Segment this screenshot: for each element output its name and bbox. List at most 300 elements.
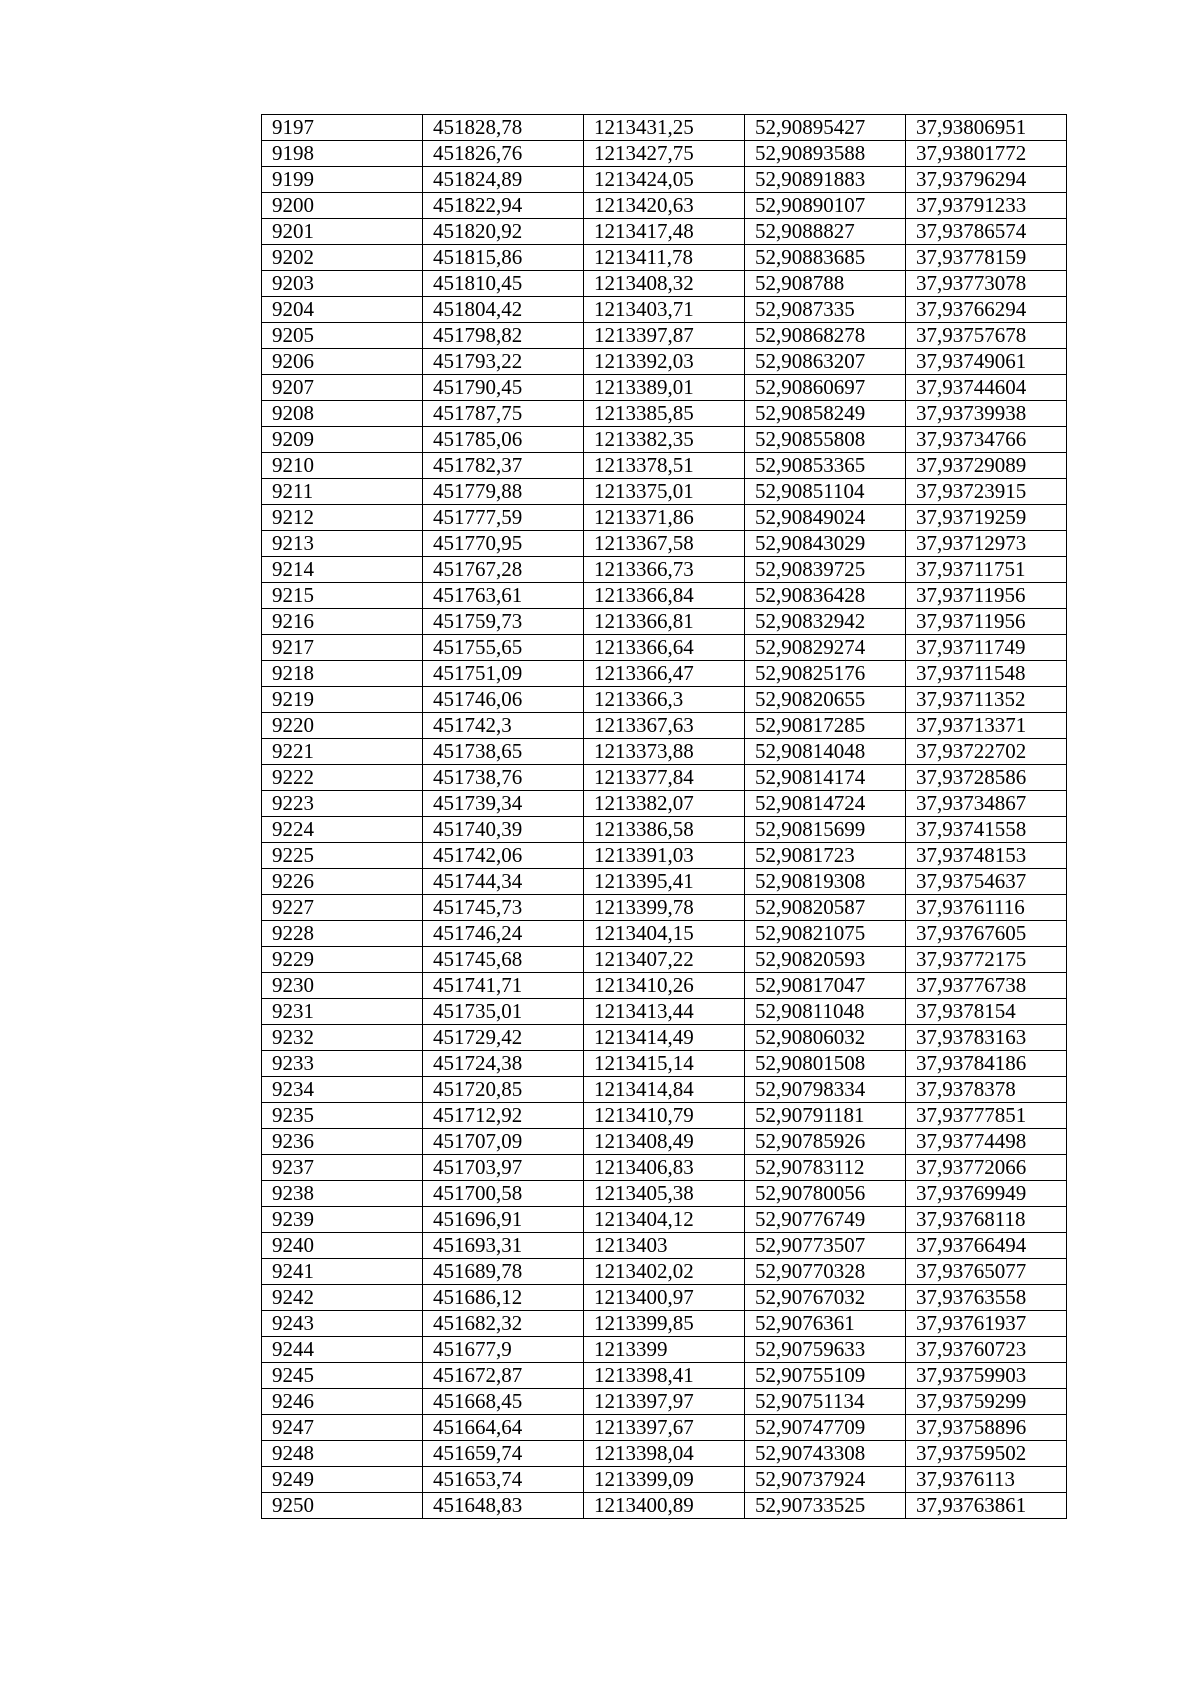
table-row (262, 791, 1067, 817)
y-coordinate-cell: 1213386,58 (584, 817, 745, 843)
y-coordinate-cell: 1213399,78 (584, 895, 745, 921)
point-number-cell: 9232 (262, 1025, 423, 1051)
table-row (262, 167, 1067, 193)
latitude-cell: 52,90819308 (745, 869, 906, 895)
table-row (262, 245, 1067, 271)
y-coordinate-cell: 1213375,01 (584, 479, 745, 505)
longitude-cell: 37,93776738 (906, 973, 1067, 999)
x-coordinate-cell: 451822,94 (423, 193, 584, 219)
latitude-cell: 52,90858249 (745, 401, 906, 427)
point-number-cell: 9249 (262, 1467, 423, 1493)
y-coordinate-cell: 1213398,41 (584, 1363, 745, 1389)
longitude-cell: 37,93757678 (906, 323, 1067, 349)
table-row (262, 1181, 1067, 1207)
latitude-cell: 52,90895427 (745, 115, 906, 141)
x-coordinate-cell: 451659,74 (423, 1441, 584, 1467)
x-coordinate-cell: 451763,61 (423, 583, 584, 609)
x-coordinate-cell: 451824,89 (423, 167, 584, 193)
y-coordinate-cell: 1213389,01 (584, 375, 745, 401)
longitude-cell: 37,93806951 (906, 115, 1067, 141)
y-coordinate-cell: 1213367,63 (584, 713, 745, 739)
latitude-cell: 52,9088827 (745, 219, 906, 245)
longitude-cell: 37,93786574 (906, 219, 1067, 245)
table-row (262, 1285, 1067, 1311)
point-number-cell: 9221 (262, 739, 423, 765)
x-coordinate-cell: 451742,3 (423, 713, 584, 739)
y-coordinate-cell: 1213378,51 (584, 453, 745, 479)
longitude-cell: 37,93796294 (906, 167, 1067, 193)
latitude-cell: 52,90868278 (745, 323, 906, 349)
point-number-cell: 9212 (262, 505, 423, 531)
latitude-cell: 52,90851104 (745, 479, 906, 505)
longitude-cell: 37,93759502 (906, 1441, 1067, 1467)
table-row (262, 349, 1067, 375)
table-row (262, 1337, 1067, 1363)
x-coordinate-cell: 451696,91 (423, 1207, 584, 1233)
x-coordinate-cell: 451693,31 (423, 1233, 584, 1259)
latitude-cell: 52,90817285 (745, 713, 906, 739)
longitude-cell: 37,93765077 (906, 1259, 1067, 1285)
table-row (262, 973, 1067, 999)
x-coordinate-cell: 451724,38 (423, 1051, 584, 1077)
point-number-cell: 9231 (262, 999, 423, 1025)
point-number-cell: 9229 (262, 947, 423, 973)
x-coordinate-cell: 451739,34 (423, 791, 584, 817)
longitude-cell: 37,93729089 (906, 453, 1067, 479)
y-coordinate-cell: 1213415,14 (584, 1051, 745, 1077)
point-number-cell: 9206 (262, 349, 423, 375)
point-number-cell: 9209 (262, 427, 423, 453)
x-coordinate-cell: 451746,24 (423, 921, 584, 947)
y-coordinate-cell: 1213399 (584, 1337, 745, 1363)
table-row (262, 1389, 1067, 1415)
y-coordinate-cell: 1213392,03 (584, 349, 745, 375)
x-coordinate-cell: 451770,95 (423, 531, 584, 557)
point-number-cell: 9223 (262, 791, 423, 817)
point-number-cell: 9240 (262, 1233, 423, 1259)
longitude-cell: 37,93711548 (906, 661, 1067, 687)
y-coordinate-cell: 1213397,87 (584, 323, 745, 349)
y-coordinate-cell: 1213405,38 (584, 1181, 745, 1207)
y-coordinate-cell: 1213366,47 (584, 661, 745, 687)
table-row (262, 713, 1067, 739)
table-row (262, 1025, 1067, 1051)
latitude-cell: 52,90737924 (745, 1467, 906, 1493)
table-row (262, 557, 1067, 583)
longitude-cell: 37,93711956 (906, 609, 1067, 635)
table-row (262, 1155, 1067, 1181)
longitude-cell: 37,9376113 (906, 1467, 1067, 1493)
point-number-cell: 9197 (262, 115, 423, 141)
x-coordinate-cell: 451703,97 (423, 1155, 584, 1181)
table-row (262, 583, 1067, 609)
point-number-cell: 9201 (262, 219, 423, 245)
latitude-cell: 52,90820593 (745, 947, 906, 973)
table-row (262, 1207, 1067, 1233)
point-number-cell: 9225 (262, 843, 423, 869)
latitude-cell: 52,90815699 (745, 817, 906, 843)
x-coordinate-cell: 451804,42 (423, 297, 584, 323)
table-row (262, 1363, 1067, 1389)
point-number-cell: 9203 (262, 271, 423, 297)
table-row (262, 635, 1067, 661)
point-number-cell: 9218 (262, 661, 423, 687)
point-number-cell: 9239 (262, 1207, 423, 1233)
y-coordinate-cell: 1213366,81 (584, 609, 745, 635)
point-number-cell: 9214 (262, 557, 423, 583)
latitude-cell: 52,9087335 (745, 297, 906, 323)
y-coordinate-cell: 1213408,49 (584, 1129, 745, 1155)
x-coordinate-cell: 451785,06 (423, 427, 584, 453)
x-coordinate-cell: 451745,68 (423, 947, 584, 973)
x-coordinate-cell: 451755,65 (423, 635, 584, 661)
y-coordinate-cell: 1213407,22 (584, 947, 745, 973)
point-number-cell: 9205 (262, 323, 423, 349)
x-coordinate-cell: 451689,78 (423, 1259, 584, 1285)
y-coordinate-cell: 1213397,67 (584, 1415, 745, 1441)
longitude-cell: 37,93734867 (906, 791, 1067, 817)
table-row (262, 1441, 1067, 1467)
y-coordinate-cell: 1213410,26 (584, 973, 745, 999)
longitude-cell: 37,93711956 (906, 583, 1067, 609)
latitude-cell: 52,9076361 (745, 1311, 906, 1337)
point-number-cell: 9217 (262, 635, 423, 661)
x-coordinate-cell: 451742,06 (423, 843, 584, 869)
x-coordinate-cell: 451735,01 (423, 999, 584, 1025)
x-coordinate-cell: 451782,37 (423, 453, 584, 479)
longitude-cell: 37,93791233 (906, 193, 1067, 219)
latitude-cell: 52,90891883 (745, 167, 906, 193)
longitude-cell: 37,93744604 (906, 375, 1067, 401)
latitude-cell: 52,90814048 (745, 739, 906, 765)
table-row (262, 1259, 1067, 1285)
y-coordinate-cell: 1213366,84 (584, 583, 745, 609)
latitude-cell: 52,90817047 (745, 973, 906, 999)
longitude-cell: 37,93772175 (906, 947, 1067, 973)
longitude-cell: 37,93723915 (906, 479, 1067, 505)
x-coordinate-cell: 451745,73 (423, 895, 584, 921)
y-coordinate-cell: 1213414,84 (584, 1077, 745, 1103)
latitude-cell: 52,90883685 (745, 245, 906, 271)
latitude-cell: 52,90839725 (745, 557, 906, 583)
y-coordinate-cell: 1213366,64 (584, 635, 745, 661)
latitude-cell: 52,90820655 (745, 687, 906, 713)
x-coordinate-cell: 451668,45 (423, 1389, 584, 1415)
point-number-cell: 9243 (262, 1311, 423, 1337)
y-coordinate-cell: 1213406,83 (584, 1155, 745, 1181)
table-row (262, 1493, 1067, 1519)
x-coordinate-cell: 451787,75 (423, 401, 584, 427)
y-coordinate-cell: 1213371,86 (584, 505, 745, 531)
point-number-cell: 9200 (262, 193, 423, 219)
point-number-cell: 9247 (262, 1415, 423, 1441)
longitude-cell: 37,93711352 (906, 687, 1067, 713)
point-number-cell: 9234 (262, 1077, 423, 1103)
table-row (262, 1467, 1067, 1493)
y-coordinate-cell: 1213366,3 (584, 687, 745, 713)
x-coordinate-cell: 451712,92 (423, 1103, 584, 1129)
x-coordinate-cell: 451686,12 (423, 1285, 584, 1311)
longitude-cell: 37,93784186 (906, 1051, 1067, 1077)
latitude-cell: 52,90836428 (745, 583, 906, 609)
point-number-cell: 9236 (262, 1129, 423, 1155)
y-coordinate-cell: 1213377,84 (584, 765, 745, 791)
table-row (262, 1129, 1067, 1155)
longitude-cell: 37,93739938 (906, 401, 1067, 427)
longitude-cell: 37,93767605 (906, 921, 1067, 947)
coordinates-table (261, 114, 1067, 1519)
x-coordinate-cell: 451746,06 (423, 687, 584, 713)
longitude-cell: 37,93711749 (906, 635, 1067, 661)
y-coordinate-cell: 1213397,97 (584, 1389, 745, 1415)
table-row (262, 193, 1067, 219)
table-row (262, 1051, 1067, 1077)
latitude-cell: 52,90767032 (745, 1285, 906, 1311)
table-row (262, 765, 1067, 791)
table-row (262, 843, 1067, 869)
table-row (262, 271, 1067, 297)
table-row (262, 687, 1067, 713)
latitude-cell: 52,90801508 (745, 1051, 906, 1077)
point-number-cell: 9207 (262, 375, 423, 401)
latitude-cell: 52,90853365 (745, 453, 906, 479)
coordinates-table-body (262, 115, 1067, 1519)
x-coordinate-cell: 451740,39 (423, 817, 584, 843)
longitude-cell: 37,93773078 (906, 271, 1067, 297)
latitude-cell: 52,90849024 (745, 505, 906, 531)
longitude-cell: 37,93769949 (906, 1181, 1067, 1207)
x-coordinate-cell: 451810,45 (423, 271, 584, 297)
x-coordinate-cell: 451672,87 (423, 1363, 584, 1389)
longitude-cell: 37,93778159 (906, 245, 1067, 271)
point-number-cell: 9230 (262, 973, 423, 999)
y-coordinate-cell: 1213414,49 (584, 1025, 745, 1051)
y-coordinate-cell: 1213399,85 (584, 1311, 745, 1337)
table-row (262, 115, 1067, 141)
y-coordinate-cell: 1213413,44 (584, 999, 745, 1025)
longitude-cell: 37,93711751 (906, 557, 1067, 583)
x-coordinate-cell: 451677,9 (423, 1337, 584, 1363)
x-coordinate-cell: 451798,82 (423, 323, 584, 349)
longitude-cell: 37,93766294 (906, 297, 1067, 323)
latitude-cell: 52,90791181 (745, 1103, 906, 1129)
x-coordinate-cell: 451826,76 (423, 141, 584, 167)
y-coordinate-cell: 1213400,97 (584, 1285, 745, 1311)
latitude-cell: 52,90770328 (745, 1259, 906, 1285)
longitude-cell: 37,93759903 (906, 1363, 1067, 1389)
x-coordinate-cell: 451777,59 (423, 505, 584, 531)
latitude-cell: 52,90780056 (745, 1181, 906, 1207)
point-number-cell: 9204 (262, 297, 423, 323)
longitude-cell: 37,9378378 (906, 1077, 1067, 1103)
longitude-cell: 37,93760723 (906, 1337, 1067, 1363)
x-coordinate-cell: 451648,83 (423, 1493, 584, 1519)
table-row (262, 297, 1067, 323)
x-coordinate-cell: 451653,74 (423, 1467, 584, 1493)
longitude-cell: 37,93722702 (906, 739, 1067, 765)
latitude-cell: 52,90825176 (745, 661, 906, 687)
point-number-cell: 9213 (262, 531, 423, 557)
longitude-cell: 37,93749061 (906, 349, 1067, 375)
x-coordinate-cell: 451767,28 (423, 557, 584, 583)
latitude-cell: 52,90814174 (745, 765, 906, 791)
latitude-cell: 52,90814724 (745, 791, 906, 817)
table-row (262, 921, 1067, 947)
table-row (262, 401, 1067, 427)
latitude-cell: 52,90759633 (745, 1337, 906, 1363)
latitude-cell: 52,90743308 (745, 1441, 906, 1467)
longitude-cell: 37,93761116 (906, 895, 1067, 921)
longitude-cell: 37,93748153 (906, 843, 1067, 869)
longitude-cell: 37,93741558 (906, 817, 1067, 843)
x-coordinate-cell: 451759,73 (423, 609, 584, 635)
point-number-cell: 9238 (262, 1181, 423, 1207)
latitude-cell: 52,90893588 (745, 141, 906, 167)
y-coordinate-cell: 1213410,79 (584, 1103, 745, 1129)
latitude-cell: 52,90783112 (745, 1155, 906, 1181)
latitude-cell: 52,90863207 (745, 349, 906, 375)
point-number-cell: 9216 (262, 609, 423, 635)
table-row (262, 453, 1067, 479)
longitude-cell: 37,93772066 (906, 1155, 1067, 1181)
table-row (262, 141, 1067, 167)
table-row (262, 895, 1067, 921)
x-coordinate-cell: 451741,71 (423, 973, 584, 999)
latitude-cell: 52,90811048 (745, 999, 906, 1025)
latitude-cell: 52,90798334 (745, 1077, 906, 1103)
latitude-cell: 52,90821075 (745, 921, 906, 947)
x-coordinate-cell: 451720,85 (423, 1077, 584, 1103)
y-coordinate-cell: 1213400,89 (584, 1493, 745, 1519)
longitude-cell: 37,93768118 (906, 1207, 1067, 1233)
y-coordinate-cell: 1213411,78 (584, 245, 745, 271)
longitude-cell: 37,93774498 (906, 1129, 1067, 1155)
x-coordinate-cell: 451700,58 (423, 1181, 584, 1207)
point-number-cell: 9211 (262, 479, 423, 505)
latitude-cell: 52,90890107 (745, 193, 906, 219)
longitude-cell: 37,93758896 (906, 1415, 1067, 1441)
table-row (262, 947, 1067, 973)
longitude-cell: 37,93761937 (906, 1311, 1067, 1337)
point-number-cell: 9233 (262, 1051, 423, 1077)
x-coordinate-cell: 451682,32 (423, 1311, 584, 1337)
longitude-cell: 37,93763861 (906, 1493, 1067, 1519)
y-coordinate-cell: 1213382,07 (584, 791, 745, 817)
y-coordinate-cell: 1213427,75 (584, 141, 745, 167)
latitude-cell: 52,90855808 (745, 427, 906, 453)
point-number-cell: 9222 (262, 765, 423, 791)
point-number-cell: 9220 (262, 713, 423, 739)
y-coordinate-cell: 1213404,12 (584, 1207, 745, 1233)
longitude-cell: 37,9378154 (906, 999, 1067, 1025)
latitude-cell: 52,90785926 (745, 1129, 906, 1155)
x-coordinate-cell: 451815,86 (423, 245, 584, 271)
point-number-cell: 9208 (262, 401, 423, 427)
latitude-cell: 52,908788 (745, 271, 906, 297)
table-row (262, 1233, 1067, 1259)
x-coordinate-cell: 451707,09 (423, 1129, 584, 1155)
y-coordinate-cell: 1213395,41 (584, 869, 745, 895)
longitude-cell: 37,93766494 (906, 1233, 1067, 1259)
table-row (262, 869, 1067, 895)
longitude-cell: 37,93801772 (906, 141, 1067, 167)
table-row (262, 427, 1067, 453)
point-number-cell: 9241 (262, 1259, 423, 1285)
longitude-cell: 37,93754637 (906, 869, 1067, 895)
y-coordinate-cell: 1213404,15 (584, 921, 745, 947)
y-coordinate-cell: 1213382,35 (584, 427, 745, 453)
point-number-cell: 9215 (262, 583, 423, 609)
y-coordinate-cell: 1213367,58 (584, 531, 745, 557)
y-coordinate-cell: 1213366,73 (584, 557, 745, 583)
longitude-cell: 37,93713371 (906, 713, 1067, 739)
point-number-cell: 9226 (262, 869, 423, 895)
table-row (262, 505, 1067, 531)
y-coordinate-cell: 1213417,48 (584, 219, 745, 245)
y-coordinate-cell: 1213373,88 (584, 739, 745, 765)
latitude-cell: 52,90747709 (745, 1415, 906, 1441)
latitude-cell: 52,90733525 (745, 1493, 906, 1519)
table-row (262, 531, 1067, 557)
table-row (262, 375, 1067, 401)
x-coordinate-cell: 451793,22 (423, 349, 584, 375)
table-row (262, 1311, 1067, 1337)
x-coordinate-cell: 451751,09 (423, 661, 584, 687)
table-row (262, 739, 1067, 765)
y-coordinate-cell: 1213403 (584, 1233, 745, 1259)
point-number-cell: 9227 (262, 895, 423, 921)
point-number-cell: 9210 (262, 453, 423, 479)
point-number-cell: 9245 (262, 1363, 423, 1389)
point-number-cell: 9250 (262, 1493, 423, 1519)
x-coordinate-cell: 451828,78 (423, 115, 584, 141)
table-row (262, 1103, 1067, 1129)
x-coordinate-cell: 451790,45 (423, 375, 584, 401)
longitude-cell: 37,93728586 (906, 765, 1067, 791)
table-row (262, 1077, 1067, 1103)
latitude-cell: 52,90832942 (745, 609, 906, 635)
longitude-cell: 37,93719259 (906, 505, 1067, 531)
point-number-cell: 9199 (262, 167, 423, 193)
table-row (262, 999, 1067, 1025)
table-row (262, 817, 1067, 843)
x-coordinate-cell: 451820,92 (423, 219, 584, 245)
x-coordinate-cell: 451664,64 (423, 1415, 584, 1441)
point-number-cell: 9235 (262, 1103, 423, 1129)
y-coordinate-cell: 1213398,04 (584, 1441, 745, 1467)
y-coordinate-cell: 1213403,71 (584, 297, 745, 323)
table-row (262, 1415, 1067, 1441)
table-row (262, 661, 1067, 687)
x-coordinate-cell: 451738,65 (423, 739, 584, 765)
longitude-cell: 37,93759299 (906, 1389, 1067, 1415)
point-number-cell: 9248 (262, 1441, 423, 1467)
y-coordinate-cell: 1213408,32 (584, 271, 745, 297)
table-row (262, 323, 1067, 349)
y-coordinate-cell: 1213420,63 (584, 193, 745, 219)
x-coordinate-cell: 451729,42 (423, 1025, 584, 1051)
table-row (262, 609, 1067, 635)
x-coordinate-cell: 451738,76 (423, 765, 584, 791)
longitude-cell: 37,93712973 (906, 531, 1067, 557)
x-coordinate-cell: 451744,34 (423, 869, 584, 895)
latitude-cell: 52,90751134 (745, 1389, 906, 1415)
latitude-cell: 52,90776749 (745, 1207, 906, 1233)
table-row (262, 219, 1067, 245)
latitude-cell: 52,90829274 (745, 635, 906, 661)
latitude-cell: 52,9081723 (745, 843, 906, 869)
latitude-cell: 52,90820587 (745, 895, 906, 921)
